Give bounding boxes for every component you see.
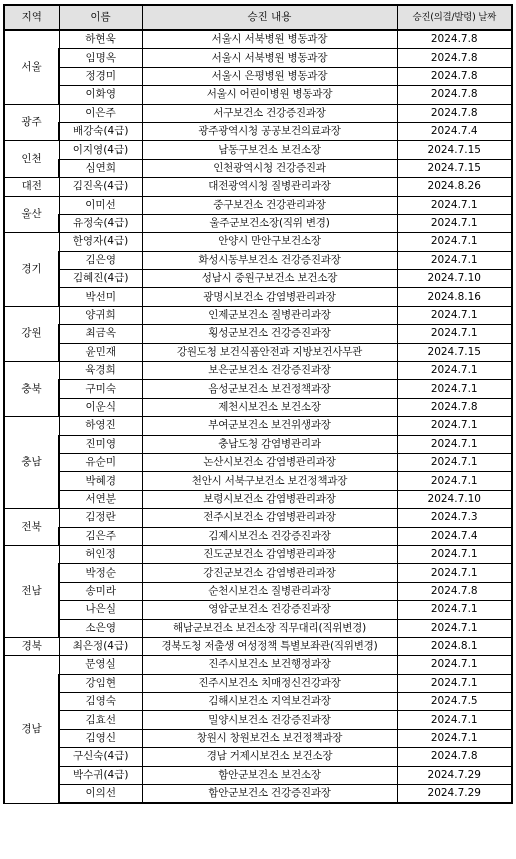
name-cell: 구미숙 (59, 380, 142, 398)
date-cell: 2024.7.1 (397, 711, 512, 729)
date-cell: 2024.7.1 (397, 619, 512, 637)
name-cell: 박선미 (59, 288, 142, 306)
content-cell: 순천시보건소 질병관리과장 (142, 582, 397, 600)
content-cell: 남동구보건소 보건소장 (142, 141, 397, 159)
date-cell: 2024.7.1 (397, 196, 512, 214)
name-cell: 이지영(4급) (59, 141, 142, 159)
table-row (4, 362, 512, 380)
content-cell: 울주군보건소장(직위 변경) (142, 214, 397, 232)
header-content: 승진 내용 (142, 5, 397, 30)
date-cell: 2024.7.8 (397, 49, 512, 67)
region-cell: 전남 (4, 545, 59, 637)
name-cell: 하영진 (59, 417, 142, 435)
table-row (4, 693, 512, 711)
name-cell: 김은주 (59, 527, 142, 545)
table-row (4, 141, 512, 159)
table-row (4, 122, 512, 140)
table-row (4, 380, 512, 398)
name-cell: 이운식 (59, 398, 142, 416)
content-cell: 제천시보건소 보건소장 (142, 398, 397, 416)
name-cell: 박정순 (59, 564, 142, 582)
content-cell: 전주시보건소 감염병관리과장 (142, 509, 397, 527)
date-cell: 2024.8.26 (397, 178, 512, 196)
name-cell: 최은정(4급) (59, 637, 142, 655)
content-cell: 횡성군보건소 건강증진과장 (142, 325, 397, 343)
table-row (4, 196, 512, 214)
name-cell: 육경희 (59, 362, 142, 380)
table-row (4, 417, 512, 435)
date-cell: 2024.7.5 (397, 693, 512, 711)
table-row (4, 104, 512, 122)
table-row (4, 30, 512, 49)
content-cell: 서구보건소 건강증진과장 (142, 104, 397, 122)
region-cell: 충북 (4, 362, 59, 417)
date-cell: 2024.7.1 (397, 453, 512, 471)
name-cell: 윤민재 (59, 343, 142, 361)
date-cell: 2024.7.1 (397, 564, 512, 582)
date-cell: 2024.7.8 (397, 104, 512, 122)
region-cell: 대전 (4, 178, 59, 196)
date-cell: 2024.7.4 (397, 527, 512, 545)
name-cell: 이은주 (59, 104, 142, 122)
table-row (4, 509, 512, 527)
table-body (4, 30, 512, 803)
date-cell: 2024.7.1 (397, 674, 512, 692)
table-row (4, 619, 512, 637)
content-cell: 논산시보건소 감염병관리과장 (142, 453, 397, 471)
table-row (4, 545, 512, 563)
name-cell: 김정란 (59, 509, 142, 527)
table-row (4, 637, 512, 655)
name-cell: 한영자(4급) (59, 233, 142, 251)
table-row (4, 729, 512, 747)
content-cell: 밀양시보건소 건강증진과장 (142, 711, 397, 729)
date-cell: 2024.7.29 (397, 766, 512, 784)
date-cell: 2024.7.1 (397, 325, 512, 343)
name-cell: 서연분 (59, 490, 142, 508)
content-cell: 서울시 어린이병원 병동과장 (142, 86, 397, 104)
name-cell: 양귀희 (59, 306, 142, 324)
name-cell: 이의선 (59, 785, 142, 804)
date-cell: 2024.8.1 (397, 637, 512, 655)
name-cell: 이화영 (59, 86, 142, 104)
table-row (4, 49, 512, 67)
name-cell: 진미영 (59, 435, 142, 453)
content-cell: 진도군보건소 감염병관리과장 (142, 545, 397, 563)
table-row (4, 785, 512, 804)
region-cell: 광주 (4, 104, 59, 141)
table-row (4, 711, 512, 729)
content-cell: 음성군보건소 보건정책과장 (142, 380, 397, 398)
name-cell: 박수귀(4급) (59, 766, 142, 784)
table-row (4, 453, 512, 471)
content-cell: 인천광역시청 건강증진과 (142, 159, 397, 177)
content-cell: 서울시 서북병원 병동과장 (142, 30, 397, 49)
name-cell: 문영실 (59, 656, 142, 674)
table-row (4, 601, 512, 619)
region-cell: 강원 (4, 306, 59, 361)
table-row (4, 674, 512, 692)
table-row (4, 288, 512, 306)
content-cell: 강진군보건소 감염병관리과장 (142, 564, 397, 582)
region-cell: 인천 (4, 141, 59, 178)
name-cell: 송미라 (59, 582, 142, 600)
table-row (4, 435, 512, 453)
content-cell: 진주시보건소 보건행정과장 (142, 656, 397, 674)
table-row (4, 472, 512, 490)
date-cell: 2024.7.8 (397, 30, 512, 49)
region-cell: 경북 (4, 637, 59, 655)
date-cell: 2024.7.1 (397, 472, 512, 490)
content-cell: 인제군보건소 질병관리과장 (142, 306, 397, 324)
table-row (4, 398, 512, 416)
table-row (4, 251, 512, 269)
date-cell: 2024.7.10 (397, 270, 512, 288)
table-row (4, 582, 512, 600)
table-row (4, 159, 512, 177)
date-cell: 2024.7.8 (397, 67, 512, 85)
content-cell: 함안군보건소 건강증진과장 (142, 785, 397, 804)
name-cell: 구신숙(4급) (59, 748, 142, 766)
content-cell: 해남군보건소 보건소장 직무대리(직위변경) (142, 619, 397, 637)
content-cell: 보령시보건소 감염병관리과장 (142, 490, 397, 508)
table-row (4, 325, 512, 343)
name-cell: 소은영 (59, 619, 142, 637)
content-cell: 대전광역시청 질병관리과장 (142, 178, 397, 196)
date-cell: 2024.7.1 (397, 656, 512, 674)
content-cell: 광주광역시청 공공보건의료과장 (142, 122, 397, 140)
date-cell: 2024.7.8 (397, 398, 512, 416)
name-cell: 김영숙 (59, 693, 142, 711)
content-cell: 서울시 서북병원 병동과장 (142, 49, 397, 67)
table-row (4, 67, 512, 85)
date-cell: 2024.7.10 (397, 490, 512, 508)
date-cell: 2024.7.1 (397, 380, 512, 398)
name-cell: 유순미 (59, 453, 142, 471)
table-row (4, 748, 512, 766)
date-cell: 2024.7.8 (397, 748, 512, 766)
content-cell: 중구보건소 건강관리과장 (142, 196, 397, 214)
date-cell: 2024.7.8 (397, 582, 512, 600)
table-row (4, 270, 512, 288)
region-cell: 충남 (4, 417, 59, 509)
region-cell: 전북 (4, 509, 59, 546)
name-cell: 김영신 (59, 729, 142, 747)
date-cell: 2024.7.1 (397, 417, 512, 435)
region-cell: 울산 (4, 196, 59, 233)
name-cell: 이미선 (59, 196, 142, 214)
table-row (4, 656, 512, 674)
content-cell: 영암군보건소 건강증진과장 (142, 601, 397, 619)
content-cell: 보은군보건소 건강증진과장 (142, 362, 397, 380)
date-cell: 2024.7.1 (397, 545, 512, 563)
content-cell: 창원시 창원보건소 보건정책과장 (142, 729, 397, 747)
promotion-table (3, 4, 513, 804)
date-cell: 2024.7.1 (397, 251, 512, 269)
table-row (4, 306, 512, 324)
name-cell: 김진옥(4급) (59, 178, 142, 196)
name-cell: 심연희 (59, 159, 142, 177)
name-cell: 김효선 (59, 711, 142, 729)
content-cell: 김제시보건소 건강증진과장 (142, 527, 397, 545)
date-cell: 2024.7.15 (397, 141, 512, 159)
table-row (4, 86, 512, 104)
header-region: 지역 (4, 5, 59, 30)
content-cell: 강원도청 보건식품안전과 지방보건사무관 (142, 343, 397, 361)
date-cell: 2024.7.8 (397, 86, 512, 104)
header-row (4, 5, 512, 30)
table-row (4, 766, 512, 784)
name-cell: 허인정 (59, 545, 142, 563)
date-cell: 2024.8.16 (397, 288, 512, 306)
date-cell: 2024.7.1 (397, 306, 512, 324)
content-cell: 경북도청 저출생 여성정책 특별보좌관(직위변경) (142, 637, 397, 655)
name-cell: 강임현 (59, 674, 142, 692)
content-cell: 화성시동부보건소 건강증진과장 (142, 251, 397, 269)
header-name: 이름 (59, 5, 142, 30)
content-cell: 충남도청 감염병관리과 (142, 435, 397, 453)
content-cell: 김해시보건소 지역보건과장 (142, 693, 397, 711)
content-cell: 천안시 서북구보건소 보건정책과장 (142, 472, 397, 490)
region-cell: 서울 (4, 30, 59, 104)
content-cell: 광명시보건소 감염병관리과장 (142, 288, 397, 306)
name-cell: 김혜진(4급) (59, 270, 142, 288)
date-cell: 2024.7.1 (397, 362, 512, 380)
content-cell: 서울시 은평병원 병동과장 (142, 67, 397, 85)
table-row (4, 527, 512, 545)
name-cell: 김은영 (59, 251, 142, 269)
region-cell: 경남 (4, 656, 59, 804)
region-cell: 경기 (4, 233, 59, 307)
date-cell: 2024.7.1 (397, 233, 512, 251)
date-cell: 2024.7.1 (397, 214, 512, 232)
table-row (4, 214, 512, 232)
header-date: 승진(의결/발령) 날짜 (397, 5, 512, 30)
content-cell: 함안군보건소 보건소장 (142, 766, 397, 784)
name-cell: 나은실 (59, 601, 142, 619)
date-cell: 2024.7.1 (397, 601, 512, 619)
name-cell: 임명옥 (59, 49, 142, 67)
date-cell: 2024.7.1 (397, 435, 512, 453)
table-row (4, 233, 512, 251)
content-cell: 부여군보건소 보건위생과장 (142, 417, 397, 435)
name-cell: 정경미 (59, 67, 142, 85)
name-cell: 유정숙(4급) (59, 214, 142, 232)
table-row (4, 343, 512, 361)
date-cell: 2024.7.15 (397, 159, 512, 177)
date-cell: 2024.7.29 (397, 785, 512, 804)
name-cell: 배강숙(4급) (59, 122, 142, 140)
table-row (4, 490, 512, 508)
content-cell: 성남시 중원구보건소 보건소장 (142, 270, 397, 288)
date-cell: 2024.7.15 (397, 343, 512, 361)
date-cell: 2024.7.3 (397, 509, 512, 527)
table-row (4, 564, 512, 582)
name-cell: 최금옥 (59, 325, 142, 343)
date-cell: 2024.7.1 (397, 729, 512, 747)
name-cell: 박혜경 (59, 472, 142, 490)
table-row (4, 178, 512, 196)
content-cell: 진주시보건소 치매정신건강과장 (142, 674, 397, 692)
content-cell: 경남 거제시보건소 보건소장 (142, 748, 397, 766)
content-cell: 안양시 만안구보건소장 (142, 233, 397, 251)
date-cell: 2024.7.4 (397, 122, 512, 140)
name-cell: 하현욱 (59, 30, 142, 49)
